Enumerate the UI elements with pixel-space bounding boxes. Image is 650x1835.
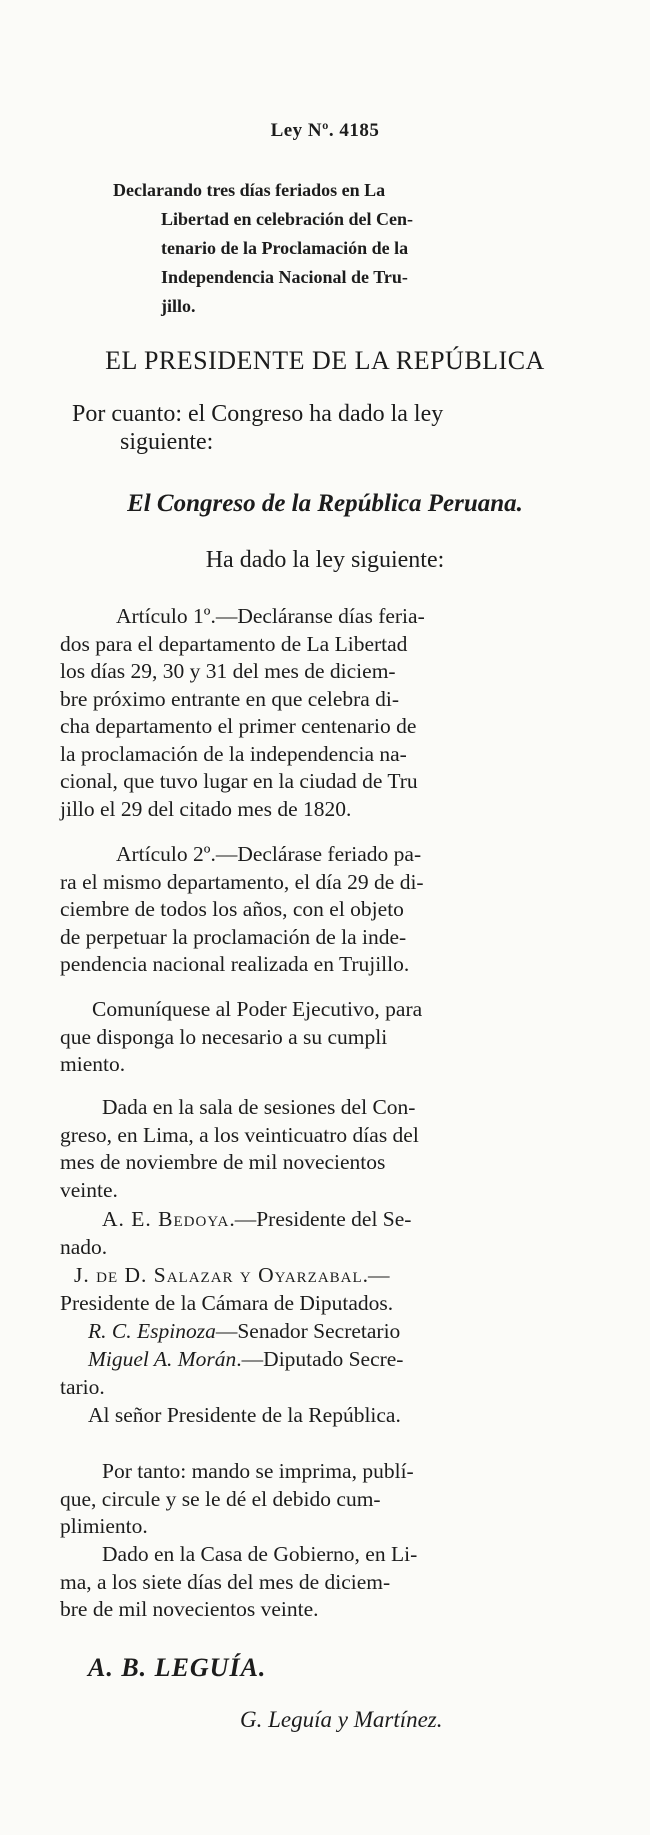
signatory-name: J. de D. Salazar y Oyarzabal	[74, 1263, 363, 1287]
presidency-heading: EL PRESIDENTE DE LA REPÚBLICA	[105, 346, 545, 375]
signatory-title: .—Diputado Secre-	[236, 1347, 404, 1371]
clause-line: greso, en Lima, a los veinticuatro días del	[60, 1122, 419, 1147]
ha-dado-line: Ha dado la ley siguiente:	[205, 547, 445, 573]
addressee-line: Al señor Presidente de la República.	[88, 1403, 401, 1427]
clause-line: que disponga lo necesario a su cumpli	[60, 1024, 388, 1049]
clause-line: Dado en la Casa de Gobierno, en Li-	[102, 1542, 418, 1566]
article-line: de perpetuar la proclamación de la inde-	[60, 924, 407, 949]
summary-line: Libertad en celebración del Cen-	[161, 209, 413, 229]
por-tanto-clause	[60, 1458, 560, 1541]
clause-line: plimiento.	[60, 1514, 148, 1538]
clause-line: veinte.	[60, 1177, 118, 1202]
article-line: bre próximo entrante en que celebra di-	[60, 686, 400, 711]
law-number: Ley Nº. 4185	[270, 120, 380, 141]
signatory-title: .—	[362, 1263, 390, 1287]
signatory-title: .—Presidente del Se-	[229, 1207, 412, 1231]
signatory-title: —Senador Secretario	[215, 1319, 401, 1343]
article-line: la proclamación de la independencia na-	[60, 741, 407, 766]
summary-line: Independencia Nacional de Tru-	[161, 267, 408, 287]
summary-line: Declarando tres días feriados en La	[113, 180, 386, 200]
clause-line: que, circule y se le dé el debido cum-	[60, 1486, 381, 1511]
summary-line: tenario de la Proclamación de la	[161, 238, 409, 258]
por-cuanto-line: siguiente:	[120, 429, 214, 455]
signatory-line	[60, 1262, 560, 1290]
article-line: ciembre de todos los años, con el objeto	[60, 897, 404, 921]
signature-president: A. B. LEGUÍA.	[88, 1653, 267, 1682]
dada-clause	[60, 1094, 560, 1204]
dado-clause	[60, 1541, 560, 1624]
signatory-bedoya	[60, 1206, 560, 1261]
clause-line: Dada en la sala de sesiones del Con-	[102, 1095, 416, 1119]
article-line: jillo el 29 del citado mes de 1820.	[60, 796, 352, 821]
article-line: ra el mismo departamento, el día 29 de di-	[60, 869, 424, 894]
clause-line: Comuníquese al Poder Ejecutivo, para	[92, 997, 423, 1021]
por-cuanto-clause	[72, 400, 572, 456]
law-summary	[113, 176, 521, 321]
clause-line: ma, a los siete días del mes de diciem-	[60, 1569, 391, 1594]
congress-title: El Congreso de la República Peruana.	[127, 490, 523, 517]
article-1	[60, 603, 560, 823]
por-cuanto-line: Por cuanto: el Congreso ha dado la ley	[72, 401, 444, 427]
article-line: pendencia nacional realizada en Trujillo.	[60, 952, 410, 976]
article-line: cional, que tuvo lugar en la ciudad de Tru	[60, 769, 418, 793]
addressee	[60, 1402, 560, 1430]
article-line: los días 29, 30 y 31 del mes de diciem-	[60, 659, 396, 683]
clause-line: mes de noviembre de mil novecientos	[60, 1150, 386, 1174]
signatory-line	[60, 1318, 560, 1346]
article-2	[60, 841, 560, 979]
signatory-line	[60, 1206, 560, 1234]
signatory-name: A. E. Bedoya	[102, 1207, 230, 1231]
article-line: cha departamento el primer centenario de	[60, 714, 417, 738]
signatory-line: tario.	[60, 1374, 105, 1399]
summary-line: jillo.	[161, 296, 196, 316]
signatory-name: R. C. Espinoza	[88, 1319, 216, 1343]
signatory-espinoza	[60, 1318, 560, 1346]
comuniquese-clause	[60, 996, 560, 1079]
signatory-line: Presidente de la Cámara de Diputados.	[60, 1290, 394, 1315]
article-line: Artículo 1º.—Decláranse días feria-	[116, 604, 425, 628]
clause-line: Por tanto: mando se imprima, publí-	[102, 1459, 414, 1483]
clause-line: bre de mil novecientos veinte.	[60, 1597, 319, 1621]
signatory-name: Miguel A. Morán	[88, 1347, 237, 1371]
clause-line: miento.	[60, 1052, 126, 1076]
signatory-moran	[60, 1346, 560, 1401]
article-line: Artículo 2º.—Declárase feriado pa-	[116, 842, 422, 866]
signatory-line: nado.	[60, 1234, 108, 1259]
signatory-line	[60, 1346, 560, 1374]
signatory-salazar	[60, 1262, 560, 1317]
signature-minister: G. Leguía y Martínez.	[240, 1707, 443, 1732]
article-line: dos para el departamento de La Libertad	[60, 631, 408, 656]
